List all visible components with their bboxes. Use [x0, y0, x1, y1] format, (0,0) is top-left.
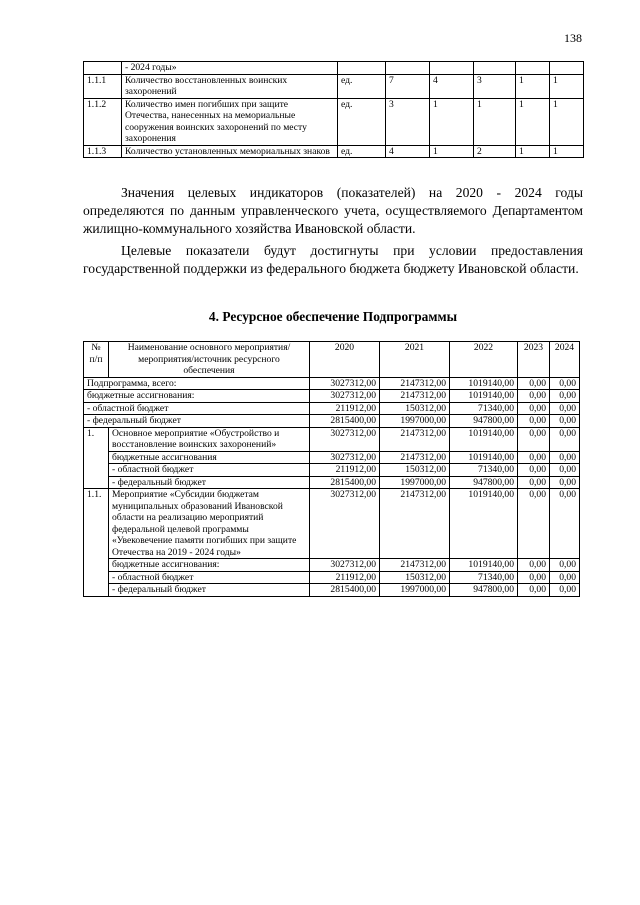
activity-num: 1.: [84, 427, 109, 489]
indicator-value-2021: 1: [430, 145, 474, 158]
value-2024: 0,00: [550, 464, 580, 477]
activity-source-row: [84, 476, 580, 489]
value-2022: 947800,00: [450, 584, 518, 597]
paragraph-support: Целевые показатели будут достигнуты при условии предоставления государственной поддержки из федерального бюджета бюджету Ивановской области.: [83, 243, 583, 276]
value-2020: 3027312,00: [310, 559, 380, 572]
indicator-name: Количество установленных мемориальных знаков: [122, 145, 338, 158]
indicator-name: Количество имен погибших при защите Отечества, нанесенных на мемориальные сооружения воинских захоронений по месту захоронения: [122, 98, 338, 145]
source-label: - федеральный бюджет: [109, 584, 310, 597]
indicator-value-2023: 1: [516, 74, 550, 98]
indicator-value-2023: 1: [516, 145, 550, 158]
indicator-unit: ед.: [338, 145, 386, 158]
indicator-value-2022: 1: [474, 98, 516, 145]
value-2023: 0,00: [518, 427, 550, 451]
header-name: Наименование основного мероприятия/мероприятия/источник ресурсного обеспечения: [109, 342, 310, 378]
value-2023: 0,00: [518, 390, 550, 403]
indicator-value-2022: 3: [474, 74, 516, 98]
activity-source-row: [84, 584, 580, 597]
value-2022: 1019140,00: [450, 377, 518, 390]
indicator-value-2024: [550, 62, 584, 75]
indicator-value-2020: 3: [386, 98, 430, 145]
summary-row: [84, 377, 580, 390]
value-2023: 0,00: [518, 584, 550, 597]
indicator-value-2024: 1: [550, 98, 584, 145]
indicator-value-2021: 1: [430, 98, 474, 145]
indicator-value-2020: 4: [386, 145, 430, 158]
activity-source-row: [84, 559, 580, 572]
value-2022: 1019140,00: [450, 390, 518, 403]
indicator-name: Количество восстановленных воинских захоронений: [122, 74, 338, 98]
paragraph-indicators: Значения целевых индикаторов (показателей) на 2020 - 2024 годы определяются по данным управленческого учета, осуществляемого Департаментом жилищно-коммунального хозяйства Ивановской области.: [83, 185, 583, 236]
summary-label: - областной бюджет: [84, 402, 310, 415]
value-2024: 0,00: [550, 451, 580, 464]
value-2021: 150312,00: [380, 402, 450, 415]
indicator-value-2020: 7: [386, 74, 430, 98]
summary-row: [84, 402, 580, 415]
value-2021: 2147312,00: [380, 489, 450, 559]
value-2024: 0,00: [550, 415, 580, 428]
value-2022: 1019140,00: [450, 559, 518, 572]
value-2022: 947800,00: [450, 476, 518, 489]
value-2021: 2147312,00: [380, 451, 450, 464]
value-2022: 71340,00: [450, 464, 518, 477]
value-2023: 0,00: [518, 415, 550, 428]
indicator-value-2021: 4: [430, 74, 474, 98]
value-2023: 0,00: [518, 571, 550, 584]
value-2021: 150312,00: [380, 464, 450, 477]
activity-row: [84, 489, 580, 559]
value-2020: 3027312,00: [310, 390, 380, 403]
value-2021: 150312,00: [380, 571, 450, 584]
value-2023: 0,00: [518, 464, 550, 477]
value-2020: 3027312,00: [310, 489, 380, 559]
activity-source-row: [84, 464, 580, 477]
value-2020: 3027312,00: [310, 427, 380, 451]
value-2023: 0,00: [518, 451, 550, 464]
resource-header-row: [84, 342, 580, 378]
indicator-num: 1.1.2: [84, 98, 122, 145]
value-2021: 1997000,00: [380, 415, 450, 428]
summary-label: - федеральный бюджет: [84, 415, 310, 428]
summary-label: бюджетные ассигнования:: [84, 390, 310, 403]
indicator-value-2024: 1: [550, 74, 584, 98]
summary-row: [84, 415, 580, 428]
value-2021: 1997000,00: [380, 476, 450, 489]
value-2021: 2147312,00: [380, 377, 450, 390]
source-label: - федеральный бюджет: [109, 476, 310, 489]
value-2020: 211912,00: [310, 571, 380, 584]
value-2021: 2147312,00: [380, 390, 450, 403]
indicator-row: [84, 74, 584, 98]
activity-row: [84, 427, 580, 451]
value-2020: 211912,00: [310, 464, 380, 477]
header-2021: 2021: [380, 342, 450, 378]
header-2022: 2022: [450, 342, 518, 378]
value-2024: 0,00: [550, 427, 580, 451]
indicator-value-2023: 1: [516, 98, 550, 145]
section-title: 4. Ресурсное обеспечение Подпрограммы: [208, 309, 458, 324]
value-2024: 0,00: [550, 571, 580, 584]
value-2020: 2815400,00: [310, 476, 380, 489]
indicator-value-2022: [474, 62, 516, 75]
header-2024: 2024: [550, 342, 580, 378]
value-2020: 3027312,00: [310, 451, 380, 464]
value-2021: 1997000,00: [380, 584, 450, 597]
value-2021: 2147312,00: [380, 559, 450, 572]
value-2023: 0,00: [518, 402, 550, 415]
summary-row: [84, 390, 580, 403]
indicator-row: [84, 145, 584, 158]
activity-num: 1.1.: [84, 489, 109, 597]
indicator-value-2021: [430, 62, 474, 75]
source-label: - областной бюджет: [109, 571, 310, 584]
value-2024: 0,00: [550, 402, 580, 415]
header-2023: 2023: [518, 342, 550, 378]
indicator-row: [84, 98, 584, 145]
activity-source-row: [84, 571, 580, 584]
value-2021: 2147312,00: [380, 427, 450, 451]
source-label: - областной бюджет: [109, 464, 310, 477]
indicator-row: [84, 62, 584, 75]
activity-source-row: [84, 451, 580, 464]
source-label: бюджетные ассигнования:: [109, 559, 310, 572]
value-2024: 0,00: [550, 559, 580, 572]
indicator-value-2023: [516, 62, 550, 75]
value-2024: 0,00: [550, 390, 580, 403]
value-2022: 1019140,00: [450, 451, 518, 464]
value-2024: 0,00: [550, 476, 580, 489]
indicator-unit: ед.: [338, 98, 386, 145]
indicator-name: - 2024 годы»: [122, 62, 338, 75]
page-number: 138: [564, 31, 582, 45]
activity-name: Мероприятие «Субсидии бюджетам муниципальных образований Ивановской области на реализацию мероприятий федеральной целевой программы «Увековечение памяти погибших при защите Отечества на 2019 - 2024 годы»: [109, 489, 310, 559]
indicator-unit: [338, 62, 386, 75]
value-2020: 2815400,00: [310, 584, 380, 597]
value-2023: 0,00: [518, 377, 550, 390]
value-2022: 71340,00: [450, 402, 518, 415]
indicators-table: [83, 61, 584, 158]
value-2024: 0,00: [550, 377, 580, 390]
value-2022: 947800,00: [450, 415, 518, 428]
header-num: № п/п: [84, 342, 109, 378]
indicator-value-2020: [386, 62, 430, 75]
activity-name: Основное мероприятие «Обустройство и восстановление воинских захоронений»: [109, 427, 310, 451]
value-2020: 211912,00: [310, 402, 380, 415]
value-2020: 2815400,00: [310, 415, 380, 428]
value-2024: 0,00: [550, 489, 580, 559]
header-2020: 2020: [310, 342, 380, 378]
source-label: бюджетные ассигнования: [109, 451, 310, 464]
value-2022: 71340,00: [450, 571, 518, 584]
indicator-num: 1.1.1: [84, 74, 122, 98]
indicator-value-2022: 2: [474, 145, 516, 158]
value-2022: 1019140,00: [450, 489, 518, 559]
indicator-num: 1.1.3: [84, 145, 122, 158]
value-2024: 0,00: [550, 584, 580, 597]
value-2022: 1019140,00: [450, 427, 518, 451]
indicator-value-2024: 1: [550, 145, 584, 158]
summary-label: Подпрограмма, всего:: [84, 377, 310, 390]
indicator-num: [84, 62, 122, 75]
value-2023: 0,00: [518, 489, 550, 559]
value-2023: 0,00: [518, 476, 550, 489]
indicator-unit: ед.: [338, 74, 386, 98]
value-2020: 3027312,00: [310, 377, 380, 390]
value-2023: 0,00: [518, 559, 550, 572]
resource-table: [83, 341, 580, 597]
